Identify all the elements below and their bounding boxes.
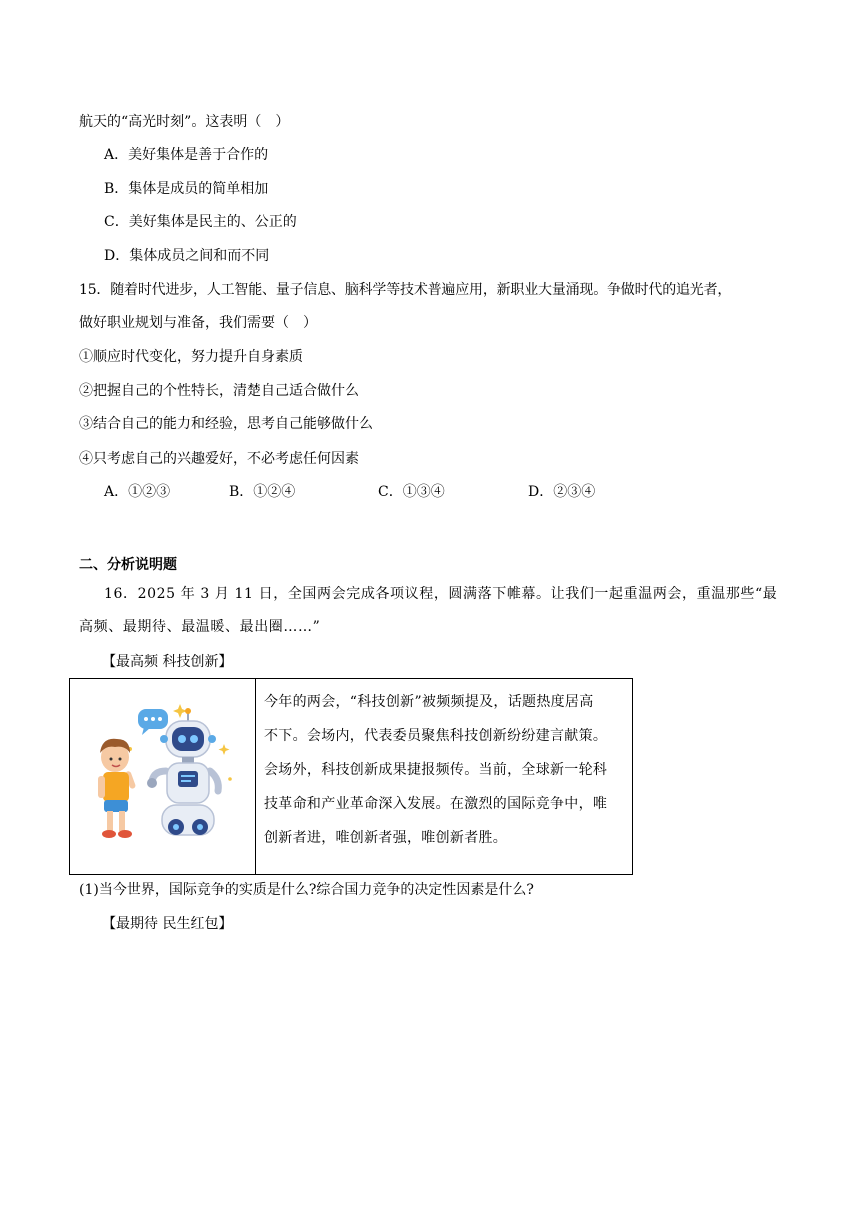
material-tag-1: 【最高频 科技创新】 [102,654,233,670]
material-text [264,685,624,855]
q15-stem-line1: 15．随着时代进步，人工智能、量子信息、脑科学等技术普遍应用，新职业大量涌现。争做时代的追光者， [79,282,732,298]
material-text-line: 不下。会场内，代表委员聚焦科技创新纷纷建言献策。 [264,728,608,744]
illustration-cell [70,679,256,875]
material-text-line: 技革命和产业革命深入发展。在激烈的国际竞争中，唯 [264,796,608,812]
q15-item-1: ①顺应时代变化，努力提升自身素质 [79,349,303,365]
q14-option-d: D．集体成员之间和而不同 [104,248,270,264]
q15-option-b: B．①②④ [229,484,296,500]
q15-item-2: ②把握自己的个性特长，清楚自己适合做什么 [79,383,359,399]
material-text-line: 今年的两会，“科技创新”被频频提及，话题热度居高 [264,694,594,710]
q14-stem-tail: 航天的“高光时刻”。这表明（ ） [79,114,290,130]
chat-bubble-icon [138,709,168,735]
material-text-line: 创新者进，唯创新者强，唯创新者胜。 [264,830,508,846]
material-card [69,678,633,875]
q16-stem-line2: 高频、最期待、最温暖、最出圈……” [79,619,321,635]
q16-stem-line1: 16．2025 年 3 月 11 日，全国两会完成各项议程，圆满落下帷幕。让我们一起重温两会，重温那些“最 [104,586,778,602]
q15-item-4: ④只考虑自己的兴趣爱好，不必考虑任何因素 [79,451,359,467]
q16-subquestion-1: (1)当今世界，国际竞争的实质是什么?综合国力竞争的决定性因素是什么? [79,882,534,898]
material-text-line: 会场外，科技创新成果捷报频传。当前，全球新一轮科 [264,762,608,778]
section-heading: 二、分析说明题 [79,557,177,573]
material-text-cell [256,679,633,875]
q14-option-b: B．集体是成员的简单相加 [104,181,269,197]
q15-option-a: A．①②③ [104,484,171,500]
q15-option-c: C．①③④ [378,484,445,500]
q15-item-3: ③结合自己的能力和经验，思考自己能够做什么 [79,416,373,432]
q15-option-d: D．②③④ [528,484,596,500]
material-tag-2: 【最期待 民生红包】 [102,916,233,932]
q14-option-a: A．美好集体是善于合作的 [104,147,269,163]
boy-and-robot-illustration [70,679,255,870]
q14-option-c: C．美好集体是民主的、公正的 [104,214,297,230]
boy-figure [98,739,136,838]
q15-stem-line2: 做好职业规划与准备，我们需要（ ） [79,315,317,331]
